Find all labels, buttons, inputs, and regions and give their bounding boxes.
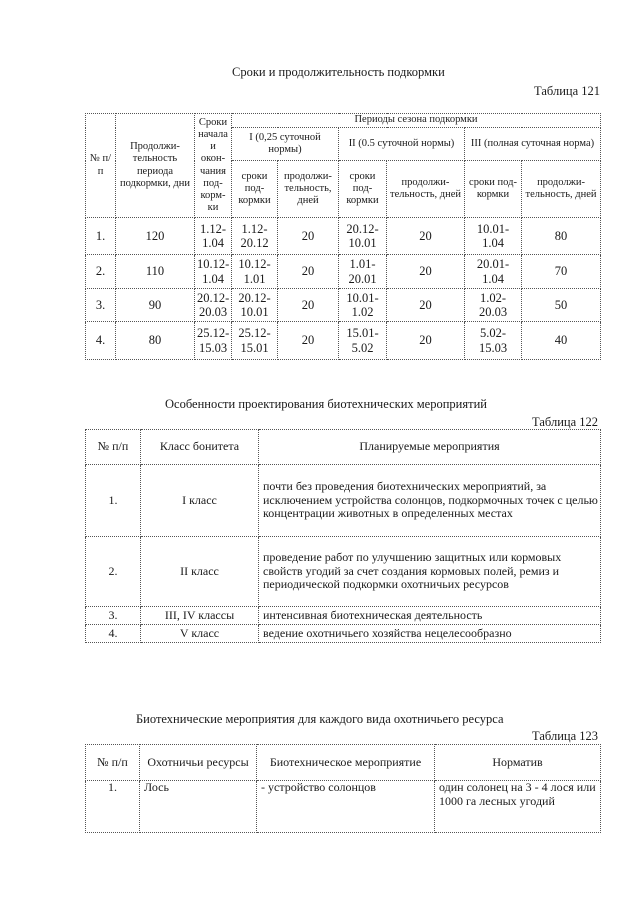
header-periods: Периоды сезона подкормки [232,114,601,128]
header-terms-2: сроки под-кормки [339,161,387,218]
table-122 [85,429,601,643]
header-days-2: продолжи-тельность, дней [387,161,465,218]
row-num: 1. [86,218,116,255]
row-num: 1. [86,465,141,537]
row-p3-terms: 5.02-15.03 [465,322,522,360]
row-num: 2. [86,537,141,607]
table121-title: Сроки и продолжительность подкормки [232,65,445,79]
table-row [86,465,601,537]
row-measures: интенсивная биотехническая деятельность [259,607,601,625]
header-period-1: I (0,25 суточной нормы) [232,128,339,161]
header-terms-3: сроки под-кормки [465,161,522,218]
row-num: 1. [86,781,140,833]
row-p3-terms: 1.02-20.03 [465,289,522,322]
header-terms-1: сроки под-кормки [232,161,278,218]
table-row [86,781,601,833]
row-p1-terms: 20.12-10.01 [232,289,278,322]
row-duration: 120 [116,218,195,255]
table-row [86,322,601,360]
header-norm: Норматив [435,745,601,781]
row-p2-days: 20 [387,255,465,289]
header-days-1: продолжи-тельность, дней [278,161,339,218]
row-measures: проведение работ по улучшению защитных или кормовых свойств угодий за счет создания кормовых полей, ремиз и периодической подкормки охотничьих ресурсов [259,537,601,607]
row-num: 3. [86,289,116,322]
row-p3-days: 70 [522,255,601,289]
row-class: I класс [141,465,259,537]
row-num: 4. [86,322,116,360]
row-p2-terms: 1.01-20.01 [339,255,387,289]
row-num: 3. [86,607,141,625]
header-measures: Планируемые мероприятия [259,430,601,465]
row-p2-days: 20 [387,322,465,360]
header-num: № п/п [86,430,141,465]
table-row [86,607,601,625]
row-p3-terms: 10.01-1.04 [465,218,522,255]
table123-title: Биотехнические мероприятия для каждого вида охотничьего ресурса [136,712,504,726]
table-row [86,218,601,255]
row-measures: почти без проведения биотехнических мероприятий, за исключением устройства солонцов, подкормочных точек с целью концентрации животных в определенных местах [259,465,601,537]
header-class: Класс бонитета [141,430,259,465]
row-class: II класс [141,537,259,607]
header-duration: Продолжи-тельность периода подкормки, дни [116,114,195,218]
row-p1-days: 20 [278,289,339,322]
row-class: III, IV классы [141,607,259,625]
row-resource: Лось [140,781,257,833]
header-num: № п/п [86,114,116,218]
row-measure: - устройство солонцов [257,781,435,833]
row-p3-terms: 20.01-1.04 [465,255,522,289]
table122-title: Особенности проектирования биотехнических мероприятий [165,397,487,411]
row-p2-terms: 15.01-5.02 [339,322,387,360]
row-start-end: 1.12-1.04 [195,218,232,255]
table-121 [85,113,601,360]
header-measure: Биотехническое мероприятие [257,745,435,781]
row-p3-days: 50 [522,289,601,322]
table-row [86,255,601,289]
row-p1-days: 20 [278,322,339,360]
table121-number: Таблица 121 [534,84,600,98]
row-measures: ведение охотничьего хозяйства нецелесообразно [259,625,601,643]
row-p1-days: 20 [278,218,339,255]
header-resource: Охотничьи ресурсы [140,745,257,781]
row-p2-terms: 10.01-1.02 [339,289,387,322]
header-days-3: продолжи-тельность, дней [522,161,601,218]
table123-number: Таблица 123 [532,729,598,743]
row-start-end: 20.12-20.03 [195,289,232,322]
row-num: 2. [86,255,116,289]
row-p1-days: 20 [278,255,339,289]
row-num: 4. [86,625,141,643]
row-p2-days: 20 [387,289,465,322]
row-duration: 110 [116,255,195,289]
table-123 [85,744,601,833]
header-num: № п/п [86,745,140,781]
header-period-3: III (полная суточная норма) [465,128,601,161]
row-p3-days: 80 [522,218,601,255]
row-start-end: 10.12-1.04 [195,255,232,289]
row-duration: 90 [116,289,195,322]
row-p1-terms: 1.12-20.12 [232,218,278,255]
row-p1-terms: 10.12-1.01 [232,255,278,289]
row-p2-days: 20 [387,218,465,255]
header-start-end: Сроки начала и окон-чания под-корм-ки [195,114,232,218]
table-row [86,289,601,322]
row-norm: один солонец на 3 - 4 лося или 1000 га лесных угодий [435,781,601,833]
row-p1-terms: 25.12-15.01 [232,322,278,360]
header-period-2: II (0.5 суточной нормы) [339,128,465,161]
table122-number: Таблица 122 [532,415,598,429]
row-p3-days: 40 [522,322,601,360]
table-row [86,537,601,607]
row-start-end: 25.12-15.03 [195,322,232,360]
row-class: V класс [141,625,259,643]
row-p2-terms: 20.12-10.01 [339,218,387,255]
table-row [86,625,601,643]
row-duration: 80 [116,322,195,360]
